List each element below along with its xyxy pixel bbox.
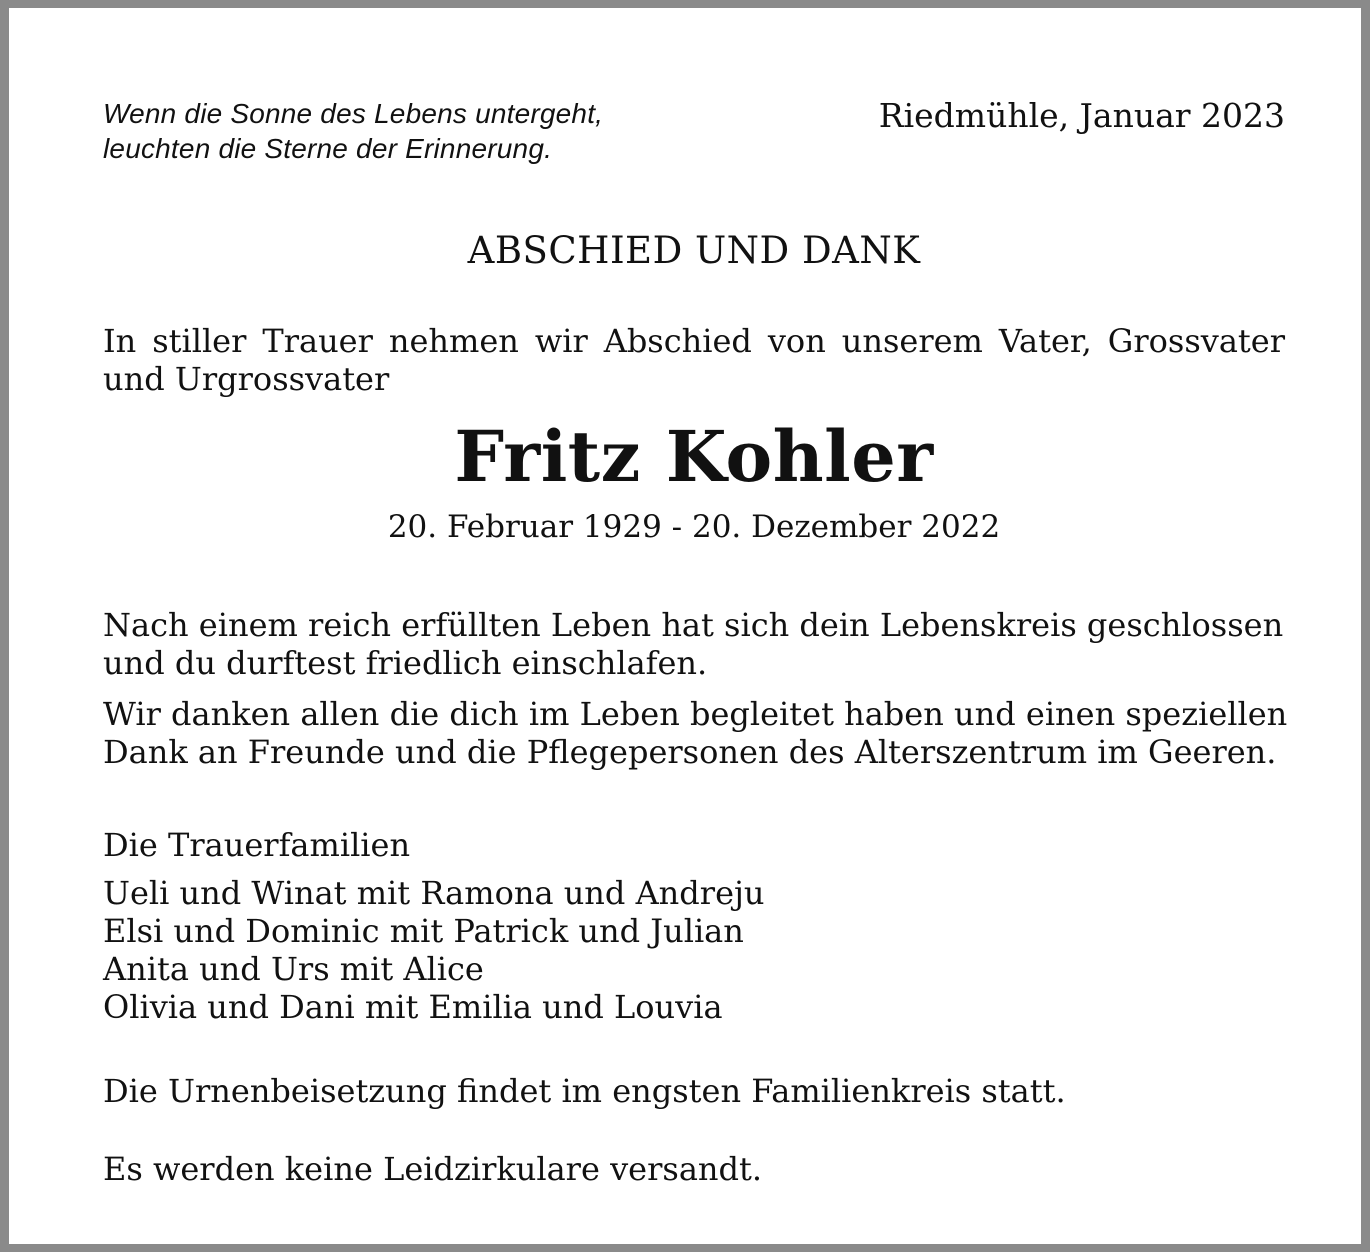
circulars-note: Es werden keine Leidzirkulare versandt. xyxy=(103,1150,763,1188)
paragraph-1: Nach einem reich erfüllten Leben hat sich dein Lebenskreis geschlossen und du durftest friedlich einschlafen. xyxy=(103,606,1284,682)
families-list xyxy=(103,874,765,1026)
family-member: Olivia und Dani mit Emilia und Louvia xyxy=(103,988,723,1026)
family-member: Elsi und Dominic mit Patrick und Julian xyxy=(103,912,744,950)
life-dates: 20. Februar 1929 - 20. Dezember 2022 xyxy=(387,509,1001,545)
burial-note: Die Urnenbeisetzung findet im engsten Familienkreis statt. xyxy=(103,1072,1066,1110)
heading: ABSCHIED UND DANK xyxy=(467,229,921,272)
motto xyxy=(103,96,723,166)
motto-line-2: leuchten die Sterne der Erinnerung. xyxy=(103,133,553,164)
families-title: Die Trauerfamilien xyxy=(103,826,411,864)
family-member: Anita und Urs mit Alice xyxy=(103,950,484,988)
paragraph-2: Wir danken allen die dich im Leben begleitet haben und einen speziellen Dank an Freunde und die Pflegepersonen des Alterszentrum im Geeren. xyxy=(103,695,1288,771)
place-date: Riedmühle, Januar 2023 xyxy=(878,96,1285,135)
family-member: Ueli und Winat mit Ramona und Andreju xyxy=(103,874,765,912)
deceased-name: Fritz Kohler xyxy=(454,415,934,498)
intro-text: In stiller Trauer nehmen wir Abschied von unserem Vater, Grossvater und Urgrossvater xyxy=(103,322,1285,398)
motto-line-1: Wenn die Sonne des Lebens untergeht, xyxy=(103,98,604,129)
